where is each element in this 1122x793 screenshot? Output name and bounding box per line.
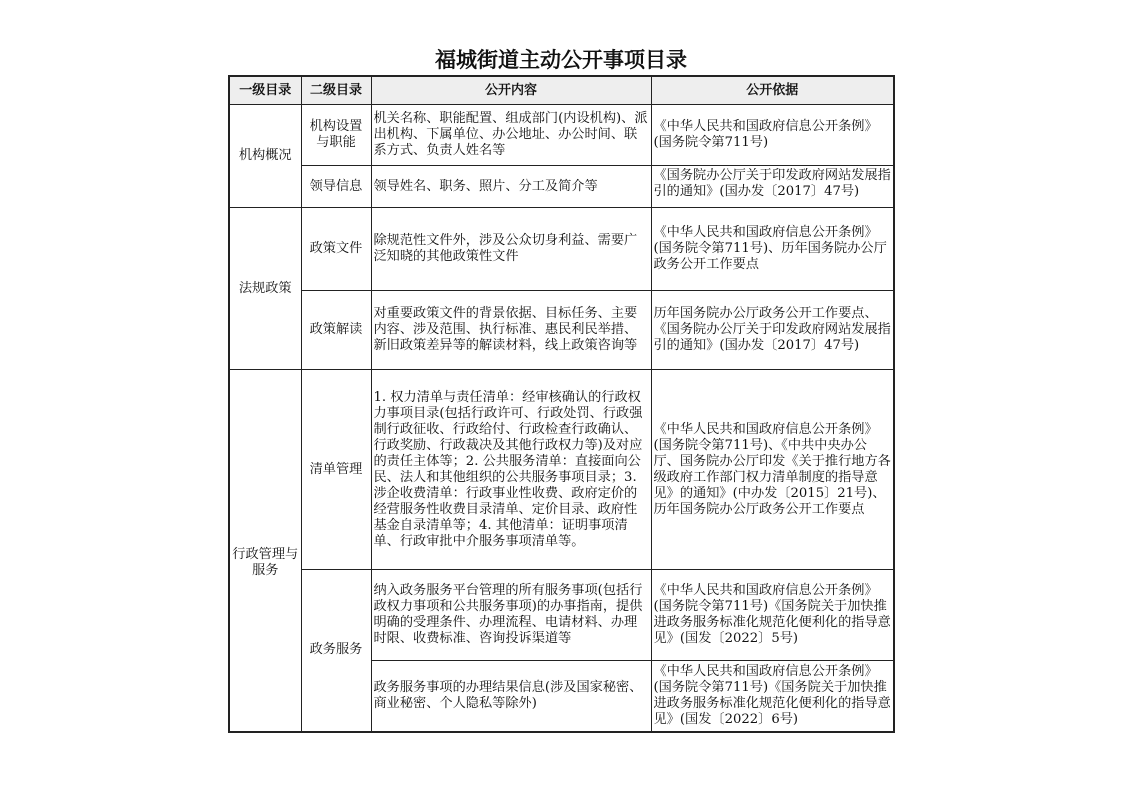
content-cell: 1. 权力清单与责任清单：经审核确认的行政权力事项目录(包括行政许可、行政处罚、行政强制行政征收、行政给付、行政检查行政确认、行政奖励、行政裁决及其他行政权力等)及对应的责任主体等；2. 公共服务清单：直接面向公民、法人和其他组织的公共服务事项目录；3. 涉企收费清单：行政事业性收费、政府定价的经营服务性收费目录清单、定价目录、政府性基金自录清单等；4. 其他清单：证明事项清单、行政审批中介服务事项清单等。 [371,370,651,570]
level1-cell: 机构概况 [229,105,301,208]
level2-cell: 政策文件 [301,208,371,291]
content-cell: 除规范性文件外，涉及公众切身利益、需要广泛知晓的其他政策性文件 [371,208,651,291]
basis-text: 《国务院办公厅关于印发政府网站发展指引的通知》(国办发〔2017〕47号) [653,168,891,199]
level2-cell: 机构设置与职能 [301,105,371,166]
content-cell: 对重要政策文件的背景依据、目标任务、主要内容、涉及范围、执行标准、惠民利民举措、新旧政策差异等的解读材料，线上政策咨询等 [371,291,651,370]
header-row [229,76,894,105]
basis-cell: 历年国务院办公厅政务公开工作要点、《国务院办公厅关于印发政府网站发展指引的通知》(国办发〔2017〕47号) [651,291,894,370]
header-basis: 公开依据 [651,76,894,105]
page-title: 福城街道主动公开事项目录 [435,48,687,72]
content-cell: 领导姓名、职务、照片、分工及简介等 [371,166,651,208]
table-row [229,166,894,208]
content-cell: 机关名称、职能配置、组成部门(内设机构)、派出机构、下属单位、办公地址、办公时间、联系方式、负责人姓名等 [371,105,651,166]
basis-cell: 《中华人民共和国政府信息公开条例》(国务院令第711号)、历年国务院办公厅政务公开工作要点 [651,208,894,291]
basis-cell [651,166,894,208]
table-row [229,208,894,291]
basis-cell: 《中华人民共和国政府信息公开条例》(国务院令第711号)《国务院关于加快推进政务服务标准化规范化便利化的指导意见》(国发〔2022〕5号) [651,570,894,661]
level2-cell: 清单管理 [301,370,371,570]
level1-cell [229,370,301,732]
level2-cell: 政务服务 [301,570,371,732]
table-row [229,570,894,661]
level2-cell: 政策解读 [301,291,371,370]
level2-cell: 领导信息 [301,166,371,208]
basis-cell: 《中华人民共和国政府信息公开条例》(国务院令第711号)、《中共中央办公厅、国务院办公厅印发《关于推行地方各级政府工作部门权力清单制度的指导意见》的通知》(中办发〔2015〕21号)、历年国务院办公厅政务公开工作要点 [651,370,894,570]
content-cell: 政务服务事项的办理结果信息(涉及国家秘密、商业秘密、个人隐私等除外) [371,661,651,732]
header-level2: 二级目录 [301,76,371,105]
table-row [229,105,894,166]
level1-cell: 法规政策 [229,208,301,370]
basis-cell: 《中华人民共和国政府信息公开条例》(国务院令第711号)《国务院关于加快推进政务服务标准化规范化便利化的指导意见》(国发〔2022〕6号) [651,661,894,732]
table-row [229,291,894,370]
disclosure-catalog-table [228,75,895,733]
basis-cell: 《中华人民共和国政府信息公开条例》(国务院令第711号) [651,105,894,166]
level1-text: 行政管理与服务 [232,546,299,578]
header-content: 公开内容 [371,76,651,105]
content-cell: 纳入政务服务平台管理的所有服务事项(包括行政权力事项和公共服务事项)的办事指南，提供明确的受理条件、办理流程、电请材料、办理时限、收费标准、咨询投诉渠道等 [371,570,651,661]
table-row [229,370,894,570]
header-level1: 一级目录 [229,76,301,105]
